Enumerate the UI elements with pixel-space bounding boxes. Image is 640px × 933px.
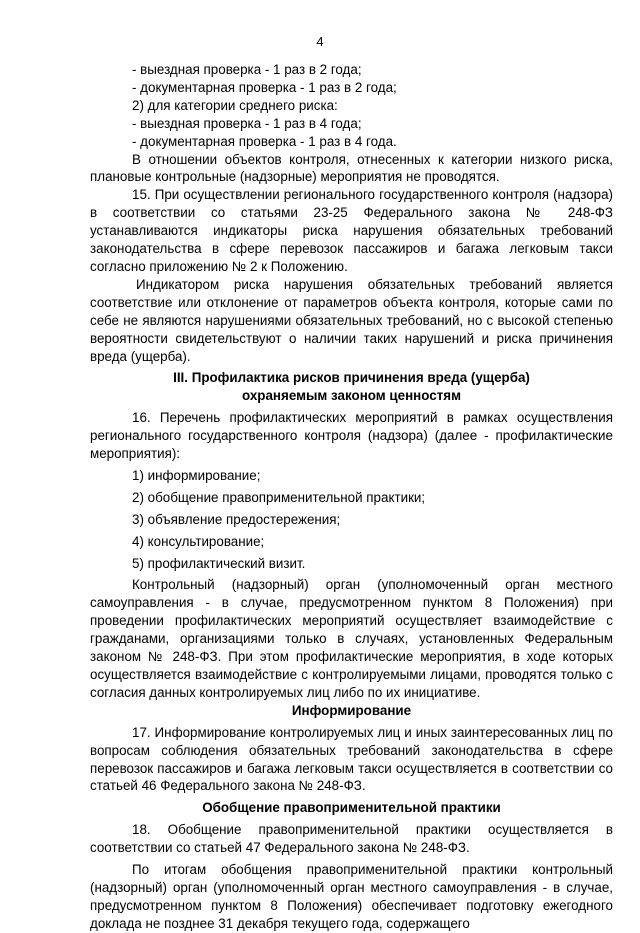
list-item: 2) для категории среднего риска: xyxy=(132,97,338,113)
subheading-generalization: Обобщение правоприменительной практики xyxy=(202,800,501,816)
list-item: 5) профилактический визит. xyxy=(132,555,306,571)
list-item: 2) обобщение правоприменительной практики; xyxy=(132,489,426,505)
list-item: - документарная проверка - 1 раз в 2 года; xyxy=(132,79,397,95)
paragraph-18: 18. Обобщение правоприменительной практики осуществляется в соответствии со статьей 47 Федерального закона № 248-ФЗ. xyxy=(90,822,613,856)
paragraph-16: 16. Перечень профилактических мероприятий в рамках осуществления регионального государственного контроля (надзора) (далее - профилактические мероприятия): xyxy=(90,410,613,462)
list-item: 3) объявление предостережения; xyxy=(132,511,341,527)
paragraph-15: 15. При осуществлении регионального государственного контроля (надзора) в соответствии со статьями 23-25 Федерального закона № 248-ФЗ устанавливаются индикаторы риска нарушения обязательных требований законодательства в сфере перевозок пассажиров и багажа легковым такси согласно приложению № 2 к Положению. xyxy=(90,187,613,274)
subheading-informing: Информирование xyxy=(291,702,412,718)
list-item: - выездная проверка - 1 раз в 4 года; xyxy=(132,115,362,131)
document-body xyxy=(90,61,613,933)
section-heading-line-1: III. Профилактика рисков причинения вреда (ущерба) xyxy=(173,370,530,386)
list-item: - документарная проверка - 1 раз в 4 года. xyxy=(132,133,397,149)
section-heading-line-2: охраняемым законом ценностям xyxy=(242,388,461,404)
paragraph-annual-report: По итогам обобщения правоприменительной практики контрольный (надзорный) орган (уполномоченный орган местного самоуправления - в случае, предусмотренном пунктом 8 Положения) обеспечивает подготовку ежегодного доклада не позднее 31 декабря текущего года, содержащего xyxy=(90,862,613,931)
paragraph-low-risk: В отношении объектов контроля, отнесенных к категории низкого риска, плановые контрольные (надзорные) мероприятия не проводятся. xyxy=(90,151,613,185)
list-item: 1) информирование; xyxy=(132,467,261,483)
paragraph-17: 17. Информирование контролируемых лиц и иных заинтересованных лиц по вопросам соблюдения обязательных требований законодательства в сфере перевозок пассажиров и багажа легковым такси осуществляется в соответствии со статьей 46 Федерального закона № 248-ФЗ. xyxy=(90,724,613,794)
paragraph-control-body: Контрольный (надзорный) орган (уполномоченный орган местного самоуправления - в случае, предусмотренном пунктом 8 Положения) при проведении профилактических мероприятий осуществляет взаимодействие с гражданами, организациями только в случаях, установленных Федеральным законом № 248-ФЗ. При этом профилактические мероприятия, в ходе которых осуществляется взаимодействие с контролируемыми лицами, проводятся только с согласия данных контролируемых лиц либо по их инициативе. xyxy=(90,577,613,700)
list-item: - выездная проверка - 1 раз в 2 года; xyxy=(132,62,362,77)
paragraph-risk-indicator: Индикатором риска нарушения обязательных требований является соответствие или отклонение от параметров объекта контроля, которые сами по себе не являются нарушениями обязательных требований, но с высокой степенью вероятности свидетельствуют о наличии таких нарушений и риска причинения вреда (ущерба). xyxy=(90,276,613,364)
page-number: 4 xyxy=(316,34,324,49)
list-item: 4) консультирование; xyxy=(132,533,265,549)
